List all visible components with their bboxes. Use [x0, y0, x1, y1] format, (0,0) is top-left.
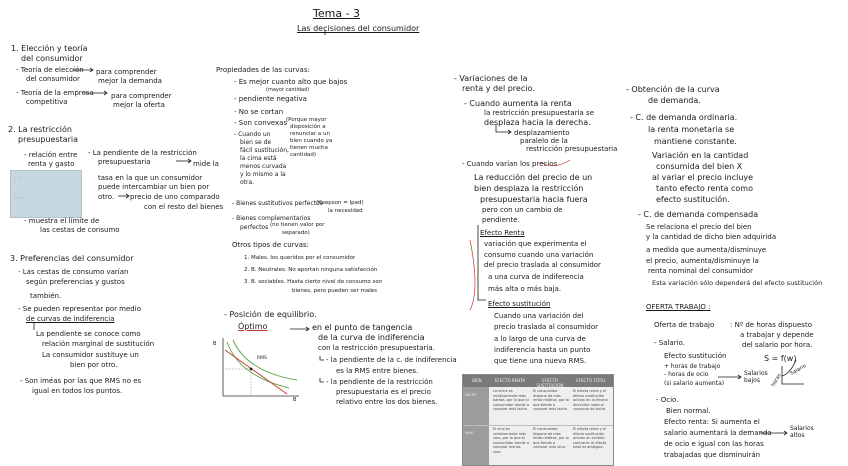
efecto-renta-2: consumo cuando una variación — [484, 251, 594, 259]
desplazamiento: desplazamiento — [514, 129, 570, 137]
cd-ordinaria-3: mantiene constante. — [654, 137, 737, 146]
reduccion-5: pendiente. — [482, 216, 520, 224]
table-cell-0-2: El consumidor dispone de más renta relativa, por lo que tiende a comprar más leche. — [533, 389, 569, 411]
salarios-bajos: Salarios bajos — [744, 370, 768, 384]
optimo-3: con la restricción presupuestaria. — [318, 344, 435, 352]
relacion-renta-2: renta y gasto — [28, 160, 75, 168]
pendiente-restriccion: - La pendiente de la restricción — [88, 149, 197, 157]
teoria-empresa-2: competitiva — [26, 98, 68, 106]
bienes-complementarios-3: (no tienen valor por — [270, 222, 325, 228]
cd-compensada-2: Se relaciona el precio del bien — [646, 223, 752, 231]
desplazamiento-3: restricción presupuestaria — [526, 145, 618, 153]
posicion-equilibrio: - Posición de equilibrio. — [224, 310, 317, 319]
cd-compensada-4: a medida que aumenta/disminuye — [646, 246, 767, 254]
equilibrium-graph-svg — [213, 336, 303, 404]
efecto-sustitucion-of-1: + horas de trabajo — [664, 363, 721, 370]
prop-5-a: - Cuando un — [234, 131, 271, 138]
reduccion-2: bien desplaza la restricción — [474, 184, 584, 193]
prop-4: - Son convexas — [234, 119, 288, 127]
efecto-renta-3: del precio traslada al consumidor — [484, 261, 601, 269]
prop-1: - Es mejor cuanto alto que bajos — [234, 78, 348, 86]
teoria-consumidor-purpose: para comprender — [96, 68, 157, 76]
prop-4-f: tienen mucha — [290, 145, 328, 151]
pendiente-rms: La pendiente se conoce como — [36, 330, 141, 338]
efecto-sustitucion-1: Cuando una variación del — [494, 312, 584, 320]
efecto-renta-4: a una curva de indiferencia — [488, 273, 584, 281]
table-cell-0-0: LECHE — [465, 393, 477, 397]
table-cell-1-0: VINO — [465, 431, 474, 435]
pref-1: - Las cestas de consumo varían — [18, 268, 129, 276]
prop-4-c: disposición a — [290, 124, 326, 130]
relacion-renta: - relación entre — [24, 151, 78, 159]
optimo-2: de la curva de indiferencia — [318, 333, 425, 342]
prop-2: - pendiente negativa — [234, 95, 307, 103]
section-1-title-2: del consumidor — [21, 54, 83, 63]
prop-5-f: y lo mismo a la — [240, 171, 286, 178]
bienes-sustitutivos-2: (Keepson = Ipad) — [316, 200, 364, 206]
prop-5-c: fácil sustitución, — [240, 147, 289, 154]
table-cell-1-1: El vino es relativamente más caro, por lo que el consumidor tiende a comprar menos vino. — [493, 427, 529, 454]
tasa-line-4: precio de uno comparado — [130, 193, 220, 201]
prop-1-2: (mayor cantidad) — [266, 87, 310, 93]
reduccion-3: presupuestaria hacia fuera — [480, 195, 588, 204]
cd-compensada-7: Esta variación sólo dependerá del efecto sustitución — [652, 279, 823, 287]
optimo-5: es la RMS entre bienes. — [336, 367, 419, 375]
prop-3: - No se cortan — [234, 108, 284, 116]
page-subtitle: Las decisiones del consumidor — [297, 24, 420, 33]
variacion-5: efecto sustitución. — [656, 195, 730, 204]
efecto-renta-5: más alta o más baja. — [488, 285, 562, 293]
aumenta-renta-3: desplaza hacia la derecha. — [484, 118, 591, 127]
oferta-def-4: del salario por hora. — [742, 341, 813, 349]
pref-1-2: según preferencias y gustos — [26, 278, 125, 286]
pendiente-rms-4: bien por otro. — [70, 361, 118, 369]
efecto-renta-of-4: trabajadas que disminuirán — [664, 451, 761, 459]
pendiente-restriccion-2: presupuestaria — [98, 158, 151, 166]
optimo-6: - la pendiente de la restricción — [326, 378, 433, 386]
optimo-1: en el punto de tangencia — [312, 323, 413, 332]
table-row-divider — [463, 425, 613, 426]
oferta-def-3: a trabajar y depende — [740, 331, 814, 339]
cd-compensada: - C. de demanda compensada — [638, 210, 759, 219]
teoria-consumidor-2: del consumidor — [26, 75, 80, 83]
teoria-empresa: - Teoría de la empresa — [16, 89, 94, 97]
supply-function: S = f(w) — [764, 354, 797, 363]
tasa-line-1: tasa en la que un consumidor — [98, 174, 203, 182]
otros-2: 2. B. Neutrales. No aportan ninguna satisfacción — [244, 267, 378, 273]
aumenta-renta: - Cuando aumenta la renta — [464, 99, 572, 108]
reduccion-4: pero con un cambio de — [482, 206, 563, 214]
efecto-sustitucion-of: Efecto sustitución — [664, 352, 727, 360]
teoria-consumidor-purpose-2: mejor la demanda — [98, 77, 162, 85]
section-2-title: 2. La restricción — [8, 125, 72, 134]
graph-y-label: B — [213, 341, 217, 347]
graph-x-label: B — [293, 397, 297, 403]
muestra-limite: - muestra el límite de — [24, 217, 100, 225]
salario-label: - Salario. — [654, 339, 685, 347]
efecto-renta-of-2: salario aumentará la demanda — [664, 429, 772, 437]
obtencion-title-2: de demanda. — [648, 96, 701, 105]
aumenta-renta-2: la restricción presupuestaria se — [484, 109, 595, 117]
pref-1-3: también. — [30, 292, 62, 300]
ocio-label: - Ocio. — [656, 396, 679, 404]
prop-4-g: cantidad) — [290, 152, 317, 158]
rms-nota-2: igual en todos los puntos. — [32, 387, 123, 395]
reduccion-1: La reducción del precio de un — [474, 173, 593, 182]
table-cell-0-3: El efecto renta y el efecto sustitución actúan en la misma dirección: sube el consumo de leche. — [573, 389, 608, 411]
bien-normal: Bien normal. — [666, 407, 711, 415]
table-first-col — [463, 387, 489, 465]
prop-5-b: bien se de — [240, 139, 272, 146]
propiedades-heading: Propiedades de las curvas: — [216, 66, 310, 74]
section-2-title-2: presupuestaria — [18, 135, 79, 144]
obtencion-title: - Obtención de la curva — [626, 85, 720, 94]
pendiente-rms-3: La consumidor sustituye un — [42, 351, 139, 359]
pendiente-restriccion-3: mide la — [193, 160, 219, 168]
tasa-line-3: otro. — [98, 193, 115, 201]
graph-rms-label: RMS — [257, 356, 267, 361]
table-header-3: EFECTO TOTAL — [576, 378, 606, 383]
table-cell-1-2: El consumidor dispone de más renta relativa, por lo que tiende a comprar más vino. — [533, 427, 569, 449]
otros-1: 1. Males. los queridos por el consumidor — [244, 255, 356, 261]
effects-table — [462, 374, 614, 466]
otros-3: 3. B. sociables. Hasta cierto nivel de consumo son — [244, 279, 383, 285]
bienes-complementarios: - Bienes complementarios — [232, 215, 311, 222]
oferta-def-2: : Nº de horas dispuesto — [730, 321, 812, 329]
efecto-sustitucion-3: a lo largo de una curva de — [494, 335, 586, 343]
efecto-renta-of-3: de ocio e igual con las horas — [664, 440, 764, 448]
tasa-line-5: con el resto del bienes — [144, 203, 224, 211]
bienes-complementarios-4: separado) — [282, 230, 310, 236]
efecto-renta-label: Efecto Renta — [480, 229, 525, 237]
variacion-1: Variación en la cantidad — [652, 151, 749, 160]
prop-5-e: menos curvada — [240, 163, 287, 170]
page-title: Tema - 3 — [313, 7, 361, 20]
section-3-title: 3. Preferencias del consumidor — [10, 254, 134, 263]
budget-line-screenshot: · · · · · · · · · — [10, 170, 82, 218]
prop-4-d: renunciar a un — [290, 131, 331, 137]
teoria-empresa-purpose-2: mejor la oferta — [113, 101, 165, 109]
equilibrium-graph — [213, 336, 303, 404]
table-header-2: EFECTO SUSTITUCIÓN — [536, 378, 564, 388]
table-cell-1-3: El efecto renta y el efecto sustitución actúan en sentido contrario: el efecto total es ambiguo. — [573, 427, 607, 449]
efecto-sustitucion-5: que tiene una nueva RMS. — [494, 357, 587, 365]
prop-5-d: la cima está — [240, 155, 277, 162]
variacion-4: tanto efecto renta como — [656, 184, 753, 193]
rms-nota: - Son iméas por las que RMS no es — [20, 377, 142, 385]
table-header-1: EFECTO RENTA — [494, 378, 526, 383]
section-1-title: 1. Elección y teoría — [11, 44, 88, 53]
variacion-3: al variar el precio incluye — [652, 173, 754, 182]
cd-ordinaria: - C. de demanda ordinaria. — [630, 113, 738, 122]
cd-ordinaria-2: la renta monetaria se — [648, 125, 735, 134]
bienes-sustitutivos-3: la necesidad — [328, 208, 363, 214]
efecto-sustitucion-4: indiferencia hasta un punto — [494, 346, 591, 354]
optimo-7: presupuestaria es el precio — [336, 388, 431, 396]
efecto-renta-of-1: Efecto renta: Si aumenta el — [664, 418, 760, 426]
bienes-sustitutivos: - Bienes sustitutivos perfectos — [232, 200, 323, 207]
variaciones-title-2: renta y del precio. — [462, 84, 535, 93]
varian-precios: - Cuando varían los precios — [462, 160, 558, 168]
pendiente-rms-2: relación marginal de sustitución — [42, 340, 155, 348]
optimo-label: Óptimo — [238, 322, 268, 331]
teoria-consumidor: - Teoría de elección — [16, 66, 84, 74]
pref-2: - Se pueden representar por medio — [18, 305, 141, 313]
prop-4-b: (Porque mayor — [286, 117, 327, 123]
cd-compensada-6: renta nominal del consumidor — [648, 267, 754, 275]
oferta-def: Oferta de trabajo — [654, 321, 715, 329]
efecto-sustitucion-of-2: - horas de ocio — [664, 371, 709, 378]
variaciones-title: - Variaciones de la — [454, 74, 528, 83]
teoria-empresa-purpose: para comprender — [111, 92, 172, 100]
table-cell-0-1: La leche es relativamente más barata, por lo que el consumidor tiende a comprar más leche. — [493, 389, 529, 411]
pref-2-2: de curvas de indiferencia — [26, 315, 115, 323]
salarios-altos: Salarios altos — [790, 425, 814, 439]
bienes-complementarios-2: perfectos — [240, 224, 269, 231]
optimo-4: - la pendiente de la c. de indiferencia — [326, 356, 457, 364]
axis-horas: horas — [770, 372, 783, 388]
efecto-sustitucion-2: precio traslada al consumidor — [494, 323, 599, 331]
efecto-renta-1: variación que experimenta el — [484, 240, 587, 248]
axis-salario: Salario — [789, 363, 808, 377]
cd-compensada-3: y la cantidad de dicho bien adquirida — [646, 233, 777, 241]
table-header-0: BIEN — [472, 378, 482, 383]
muestra-limite-2: las cestas de consumo — [40, 226, 120, 234]
cd-compensada-5: el precio, aumenta/disminuye la — [646, 257, 759, 265]
optimo-8: relativo entre los dos bienes. — [336, 398, 438, 406]
otros-tipos: Otros tipos de curvas: — [232, 241, 309, 249]
variacion-2: consumida del bien X — [656, 162, 743, 171]
efecto-sustitucion-label: Efecto sustitución — [488, 300, 551, 308]
prop-4-e: bien cuando ya — [290, 138, 333, 144]
desplazamiento-2: paralelo de la — [520, 137, 568, 145]
otros-3-2: bienes, pero pueden ser males — [292, 288, 377, 294]
oferta-trabajo-heading: OFERTA TRABAJO : — [646, 303, 711, 311]
prop-5-g: otra. — [240, 179, 255, 186]
tasa-line-2: puede intercambiar un bien por — [98, 183, 210, 191]
efecto-sustitucion-of-3: (si salario aumenta) — [664, 380, 725, 387]
